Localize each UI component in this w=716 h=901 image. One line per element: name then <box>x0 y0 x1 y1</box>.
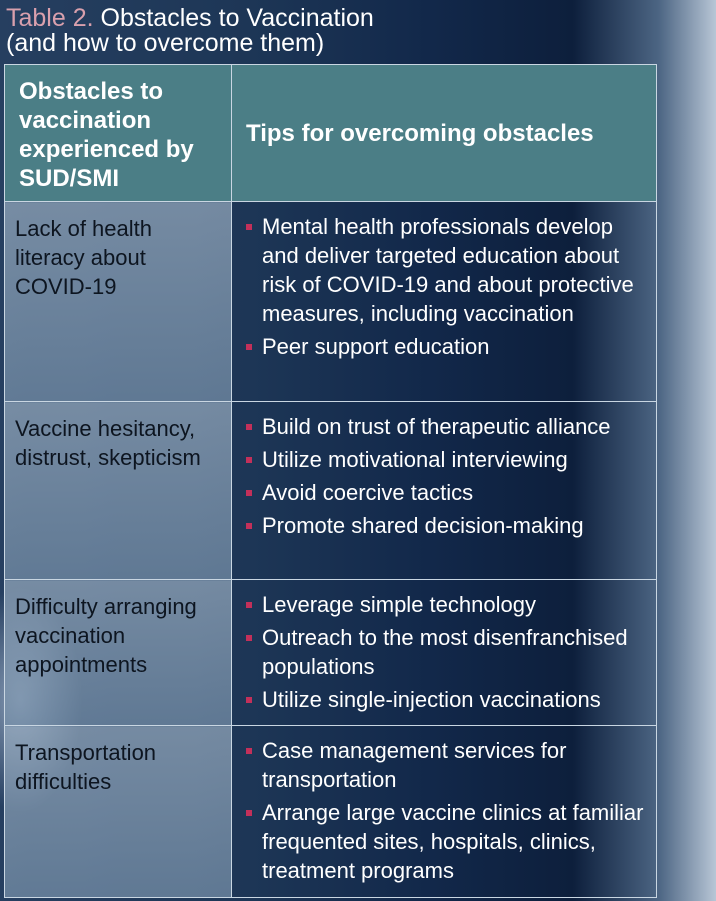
tip-item: Build on trust of therapeutic alliance <box>246 412 648 441</box>
bullet-icon <box>246 748 252 754</box>
table-title-line2: (and how to overcome them) <box>6 29 325 57</box>
obstacle-cell: Transportation difficulties <box>5 726 232 898</box>
tips-list <box>246 212 648 361</box>
table-row <box>5 202 657 402</box>
tip-item: Case management services for transportation <box>246 736 648 794</box>
bullet-icon <box>246 810 252 816</box>
tip-item: Outreach to the most disenfranchised populations <box>246 623 648 681</box>
header-obstacles: Obstacles to vaccination experienced by SUD/SMI <box>5 65 232 202</box>
table-row <box>5 726 657 898</box>
tips-list <box>246 412 648 540</box>
bullet-icon <box>246 490 252 496</box>
table-title-line1: Obstacles to Vaccination <box>100 4 374 32</box>
table-number: Table 2. <box>6 4 94 32</box>
table-title <box>6 6 374 56</box>
tip-item: Arrange large vaccine clinics at familiar frequented sites, hospitals, clinics, treatment programs <box>246 798 648 885</box>
table-header-row <box>5 65 657 202</box>
bullet-icon <box>246 635 252 641</box>
tip-item: Avoid coercive tactics <box>246 478 648 507</box>
tip-item: Utilize single-injection vaccinations <box>246 685 648 714</box>
table-row <box>5 580 657 726</box>
tip-item: Peer support education <box>246 332 648 361</box>
bullet-icon <box>246 224 252 230</box>
table-row <box>5 402 657 580</box>
tips-cell <box>232 402 657 580</box>
obstacle-cell: Vaccine hesitancy, distrust, skepticism <box>5 402 232 580</box>
tip-item: Utilize motivational interviewing <box>246 445 648 474</box>
obstacle-cell: Lack of health literacy about COVID-19 <box>5 202 232 402</box>
tip-item: Leverage simple technology <box>246 590 648 619</box>
tip-item: Promote shared decision-making <box>246 511 648 540</box>
tip-item: Mental health professionals develop and deliver targeted education about risk of COVID-19 and about protective measures, including vaccination <box>246 212 648 328</box>
bullet-icon <box>246 697 252 703</box>
bullet-icon <box>246 424 252 430</box>
header-tips: Tips for overcoming obstacles <box>232 65 657 202</box>
bullet-icon <box>246 457 252 463</box>
tips-cell <box>232 726 657 898</box>
bullet-icon <box>246 523 252 529</box>
obstacle-cell: Difficulty arranging vaccination appointments <box>5 580 232 726</box>
bullet-icon <box>246 344 252 350</box>
tips-cell <box>232 202 657 402</box>
tips-list <box>246 590 648 714</box>
tips-list <box>246 736 648 885</box>
obstacles-table <box>4 64 657 898</box>
tips-cell <box>232 580 657 726</box>
bullet-icon <box>246 602 252 608</box>
